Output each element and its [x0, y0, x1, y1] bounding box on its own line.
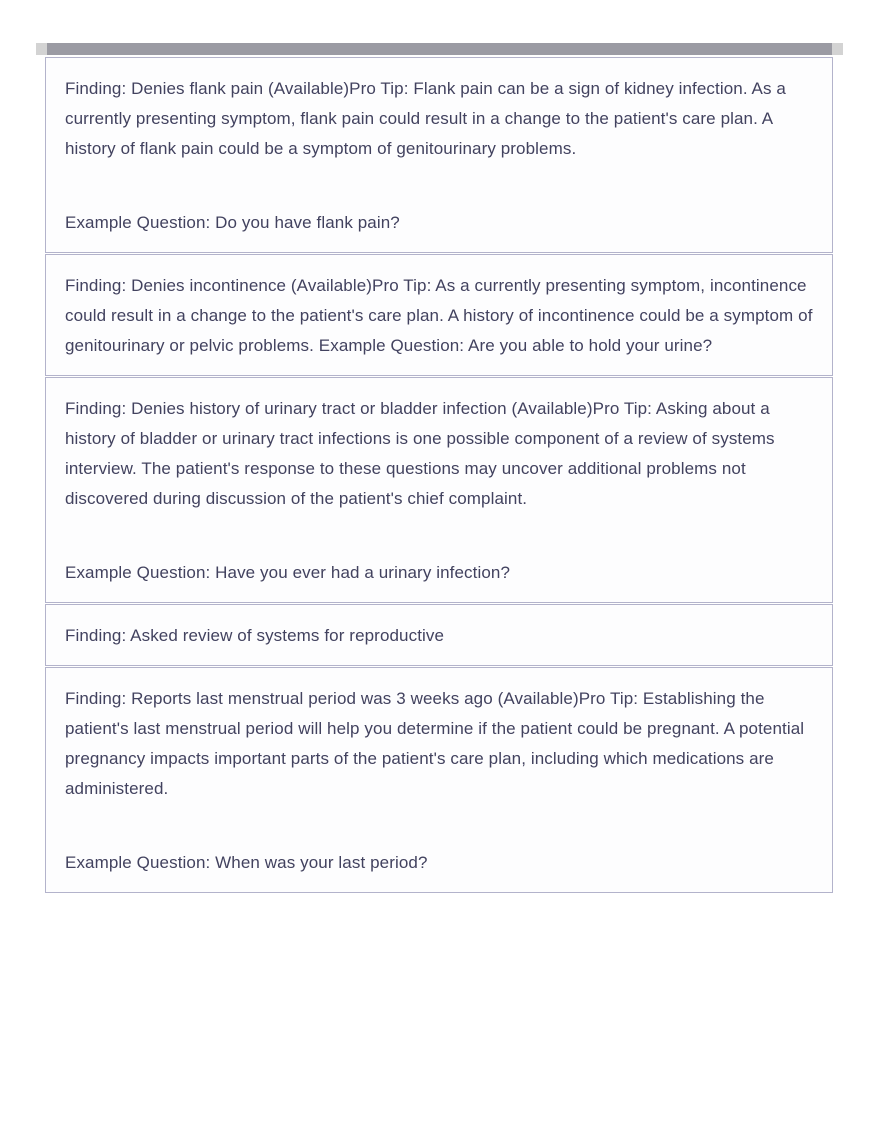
example-question-text: Example Question: When was your last period? [65, 853, 428, 872]
finding-card [45, 57, 833, 253]
horizontal-scrollbar-track[interactable] [36, 43, 843, 55]
finding-text: Finding: Denies history of urinary tract or bladder infection (Available)Pro Tip: Asking about a history of bladder or urinary tract infections is one possible component of a review of systems interview. The patient's response to these questions may uncover additional problems not discovered during discussion of the patient's chief complaint. [65, 399, 775, 508]
finding-text: Finding: Asked review of systems for reproductive [65, 626, 445, 645]
finding-card [45, 604, 833, 666]
example-question-text: Example Question: Have you ever had a urinary infection? [65, 563, 511, 582]
finding-card [45, 667, 833, 893]
finding-text: Finding: Denies flank pain (Available)Pro Tip: Flank pain can be a sign of kidney infection. As a currently presenting symptom, flank pain could result in a change to the patient's care plan. A history of flank pain could be a symptom of genitourinary problems. [65, 79, 786, 158]
finding-card [45, 377, 833, 603]
finding-text: Finding: Denies incontinence (Available)Pro Tip: As a currently presenting symptom, incontinence could result in a change to the patient's care plan. A history of incontinence could be a symptom of genitourinary or pelvic problems. Example Question: Are you able to hold your urine? [65, 276, 813, 355]
example-question-text: Example Question: Do you have flank pain? [65, 213, 400, 232]
finding-text: Finding: Reports last menstrual period was 3 weeks ago (Available)Pro Tip: Establishing the patient's last menstrual period will help you determine if the patient could be pregnant. A potential pregnancy impacts important parts of the patient's care plan, including which medications are administered. [65, 689, 805, 798]
horizontal-scrollbar-thumb[interactable] [47, 43, 832, 55]
findings-list [45, 57, 833, 894]
finding-card [45, 254, 833, 376]
